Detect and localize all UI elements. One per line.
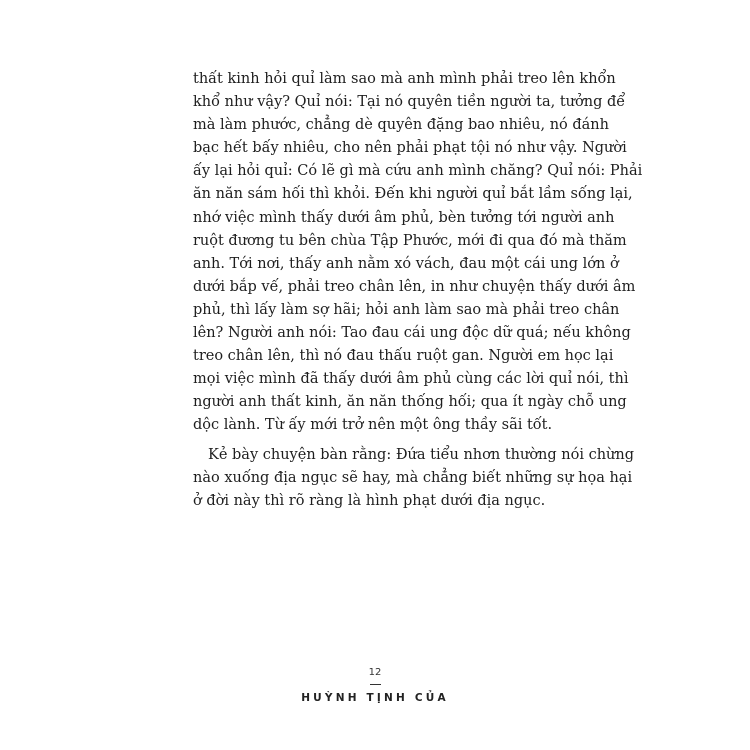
- page-footer: [0, 666, 750, 705]
- text-line: nào xuống địa ngục sẽ hay, mà chẳng biết những sự họa hại: [193, 469, 633, 486]
- text-line: dộc lành. Từ ấy mới trở nên một ông thầy sãi tốt.: [193, 417, 553, 434]
- text-line: anh. Tới nơi, thấy anh nằm xó vách, đau một cái ung lớn ở: [193, 255, 619, 272]
- text-line: lên? Người anh nói: Tao đau cái ung độc dữ quá; nếu không: [193, 325, 631, 342]
- text-line: bạc hết bấy nhiêu, cho nên phải phạt tội nó như vậy. Người: [193, 140, 627, 157]
- text-line: treo chân lên, thì nó đau thấu ruột gan. Người em học lại: [193, 348, 614, 365]
- text-line: dưới bắp vế, phải treo chân lên, in như chuyện thấy dưới âm: [193, 278, 636, 295]
- author-name: HUỲNH TỊNH CỦA: [301, 692, 449, 704]
- page-number: 12: [368, 667, 382, 678]
- text-line: người anh thất kinh, ăn năn thống hối; qua ít ngày chỗ ung: [193, 394, 627, 411]
- text-line: phủ, thì lấy làm sợ hãi; hỏi anh làm sao mà phải treo chân: [193, 301, 620, 318]
- text-line: khổ như vậy? Quỉ nói: Tại nó quyên tiền người ta, tưởng để: [193, 94, 626, 111]
- footer-divider: [370, 684, 381, 685]
- text-line: ruột đương tu bên chùa Tập Phước, mới đi qua đó mà thăm: [193, 232, 627, 249]
- paragraph: [193, 444, 635, 513]
- text-line: ấy lại hỏi quỉ: Có lẽ gì mà cứu anh mình chăng? Quỉ nói: Phải: [193, 163, 643, 180]
- text-line: nhớ việc mình thấy dưới âm phủ, bèn tưởng tới người anh: [193, 209, 615, 226]
- text-line: mọi việc mình đã thấy dưới âm phủ cùng các lời quỉ nói, thì: [193, 371, 629, 388]
- text-line: mà làm phước, chẳng dè quyên đặng bao nhiêu, nó đánh: [193, 117, 609, 134]
- text-line: Kẻ bày chuyện bàn rằng: Đứa tiểu nhơn thường nói chừng: [208, 446, 635, 463]
- body-text: [193, 68, 643, 513]
- paragraph: [193, 68, 643, 438]
- text-line: ở đời này thì rõ ràng là hình phạt dưới địa ngục.: [193, 492, 546, 509]
- text-line: ăn năn sám hối thì khỏi. Đến khi người quỉ bắt lầm sống lại,: [193, 186, 633, 203]
- text-line: thất kinh hỏi quỉ làm sao mà anh mình phải treo lên khổn: [193, 71, 616, 87]
